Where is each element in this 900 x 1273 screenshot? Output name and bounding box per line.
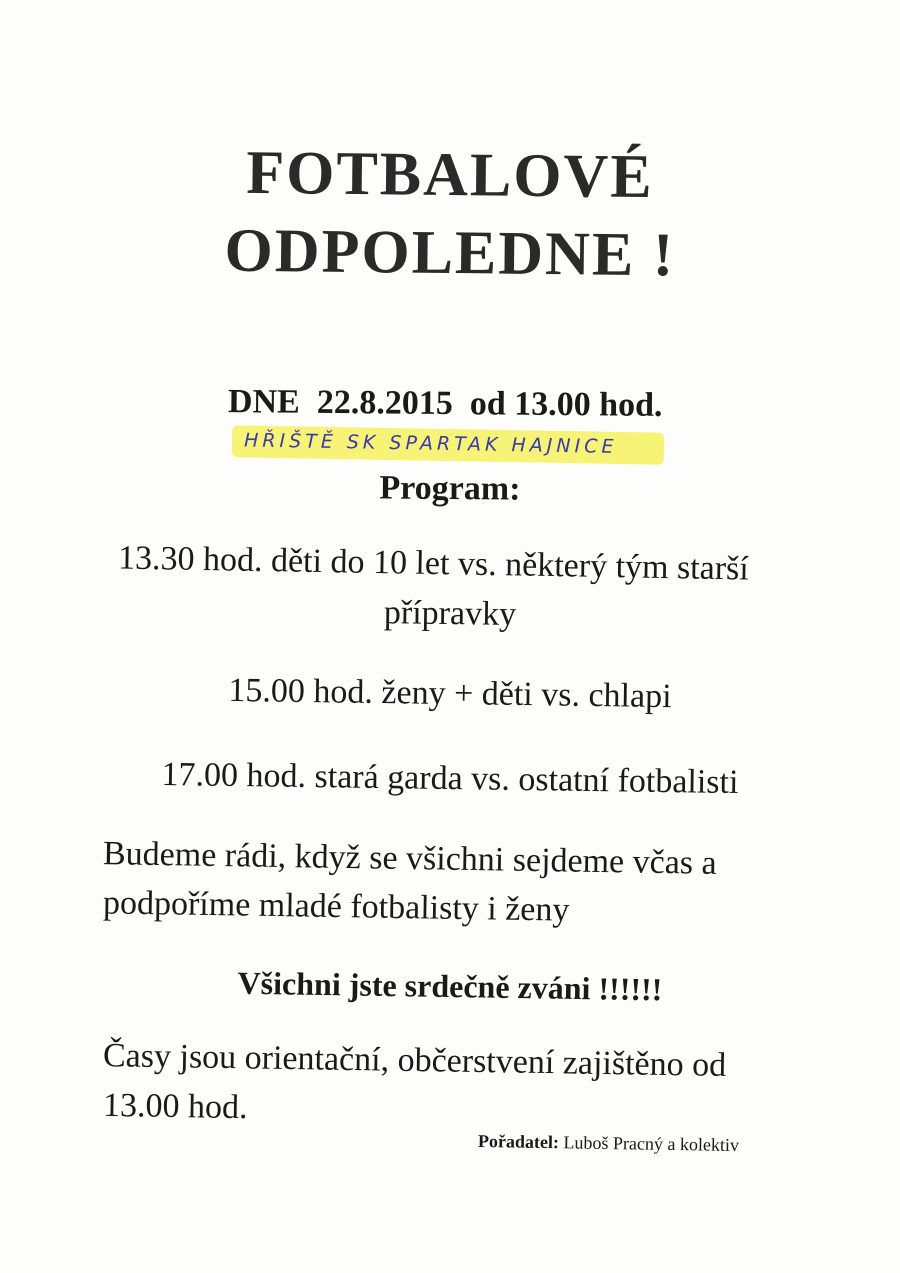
organizer-label: Pořadatel: [477, 1130, 560, 1153]
body-text-line-2: podpoříme mladé fotbalisty i ženy [102, 884, 570, 929]
title-line-2: ODPOLEDNE ! [224, 216, 676, 290]
venue-highlight [232, 423, 665, 467]
event-date: DNE 22.8.2015 od 13.00 hod. [227, 383, 663, 424]
venue-handwritten: HŘIŠTĚ SK SPARTAK HAJNICE [243, 429, 618, 458]
note-line-1: Časy jsou orientační, občerstvení zajištěno od [102, 1037, 727, 1084]
body-text-line-1: Budeme rádi, když se všichni sejdeme včas a [102, 835, 717, 882]
organizer-name: Luboš Pracný a kolektiv [563, 1132, 740, 1156]
schedule-item-2: 15.00 hod. ženy + děti vs. chlapi [228, 671, 672, 716]
schedule-item-3: 17.00 hod. stará garda vs. ostatní fotbalisti [161, 755, 739, 802]
title-line-1: FOTBALOVÉ [246, 138, 654, 212]
program-heading: Program: [379, 469, 521, 508]
schedule-item-1-line-1: 13.30 hod. děti do 10 let vs. některý tým starší [117, 539, 750, 588]
note-line-2: 13.00 hod. [102, 1086, 248, 1127]
invitation-text: Všichni jste srdečně zváni !!!!!! [237, 964, 663, 1008]
organizer [478, 1131, 739, 1156]
schedule-item-1-line-2: přípravky [383, 594, 517, 633]
